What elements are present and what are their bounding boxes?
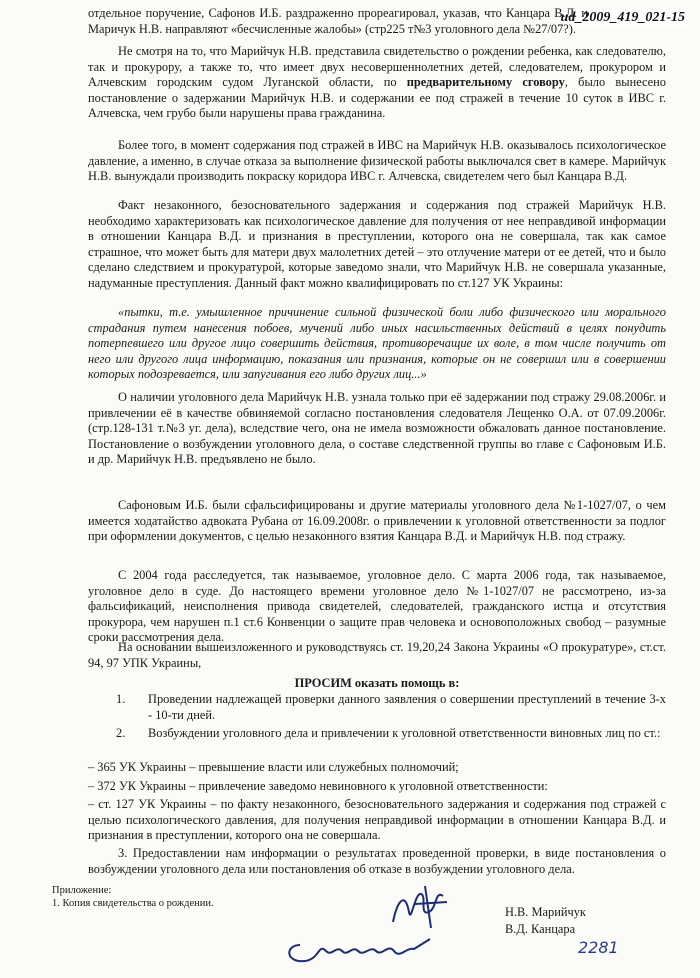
paragraph-illegal-detention: Факт незаконного, безосновательного задержания и содержания под стражей Марийчук Н.В. необходимо характеризовать как психологическое давление для получения от нее неправдивой информации в отношении Канцара В.Д. и признания в преступлении, которого она не совершала, так как самое страшное, что может быть для матери двух малолетних детей – это отлучение матери от ее детей, что и было сделано следствием и прокуратурой, которые заведомо знали, что Марийчук Н.В. не совершала указанные, надуманные преступления. Данный факт можно квалифицировать по ст.127 УК Украины: <box>88 198 666 290</box>
request-item-2: Возбуждении уголовного дела и привлечении к уголовной ответственности виновных лиц по ст.: <box>148 726 661 740</box>
paragraph-arrest: Не смотря на то, что Марийчук Н.В. представила свидетельство о рождении ребенка, как следователю, так и прокурору, а также то, что имеет двух несовершеннолетних детей, следователем, прокурором и Алчевским городским судом Луганской области, по предварительному сговору, было вынесено постановление о задержании Марийчук Н.В. и содержании ее под стражей в течение 10 суток в ИВС г. Алчевска, чем грубо были нарушены права гражданина. <box>88 44 666 121</box>
article-372: – 372 УК Украины – привлечение заведомо невиновного к уголовной ответственности: <box>88 779 548 793</box>
article-127: – ст. 127 УК Украины – по факту незаконного, безосновательного задержания и содержания под стражей с целью психологического давления, для получения неправдивой информации в отношении Канцара В.Д. и признания в преступлении, которого она не совершала. <box>88 797 666 843</box>
request-item-3: 3. Предоставлении нам информации о результатах проведенной проверки, в виде постановления о возбуждении уголовного дела или постановления об отказе в возбуждении уголовного дела. <box>88 846 666 876</box>
request-item-1: Проведении надлежащей проверки данного заявления о совершении преступлений в течение 3-х - 10-ти дней. <box>148 692 666 722</box>
paragraph-legal-basis: На основании вышеизложенного и руководствуясь ст. 19,20,24 Закона Украины «О прокуратуре», ст.ст. 94, 97 УПК Украины, <box>88 640 666 670</box>
top-line: отдельное поручение, Сафонов И.Б. раздраженно прореагировал, указав, что Канцара В.Д. и Маричук Н.В. направляют «бесчисленные жалобы» (стр225 т№3 уголовного дела №27/07?). <box>88 6 588 36</box>
signer-1: Н.В. Марийчук <box>505 905 586 919</box>
attachment-item: 1. Копия свидетельства о рождении. <box>52 898 214 909</box>
paragraph-pressure: Более того, в момент содержания под стражей в ИВС на Марийчук Н.В. оказывалось психологическое давление, а именно, в случае отказа за выполнение физической работы выключался свет в камере. Марийчук Н.В. вынуждали производить покраску коридора ИВС г. Алчевска, свидетелем чего был Канцара В.Д. <box>88 138 666 184</box>
quote-article-127: «пытки, т.е. умышленное причинение сильной физической боли либо физического или морального страдания путем нанесения побоев, мучений либо иных насильственных действий в целях понудить потерпевшего или другое лицо совершить действия, противоречащие их воле, в том числе получить от него или другого лица информацию, показания или признания, которые он не совершил или в совершении которых подозревается, или запугивания его либо других лиц...» <box>88 305 666 382</box>
item-2-number: 2. <box>116 726 126 740</box>
signer-2: В.Д. Канцара <box>505 922 576 936</box>
attachment-label: Приложение: <box>52 885 112 896</box>
item-1-number: 1. <box>116 692 126 706</box>
paragraph-falsification: Сафоновым И.Б. были сфальсифицированы и другие материалы уголовного дела №1-1027/07, о чем имеется ходатайство адвоката Рубана от 16.09.2008г. о привлечении к уголовной ответственности за подлог при оформлении документов, с целью незаконного взятия Канцара В.Д. и Марийчук Н.В. под стражу. <box>88 498 666 544</box>
request-heading: ПРОСИМ оказать помощь в: <box>294 676 460 690</box>
article-365: – 365 УК Украины – превышение власти или служебных полномочий; <box>88 760 459 774</box>
handwritten-number: 2281 <box>578 938 619 957</box>
paragraph-delay: С 2004 года расследуется, так называемое, уголовное дело. С марта 2006 года, так называемое, уголовное дело в суде. До настоящего времени уголовное дело №1-1027/07 не рассмотрено, из-за фальсификаций, неисполнения привода свидетелей, следователей, гражданского истца и отсутствия прокурора, чем нарушен п.1 ст.6 Конвенции о защите прав человека и основоположных свобод – разумные сроки рассмотрения дела. <box>88 568 666 645</box>
document-id-stamp: ud_2009_419_021-15 <box>558 10 688 26</box>
signature-2-icon <box>280 925 440 970</box>
bold-phrase: предварительному сговору <box>406 75 565 90</box>
paragraph-case-info: О наличии уголовного дела Марийчук Н.В. узнала только при её задержании под стражу 29.08.2006г. и привлечении её в качестве обвиняемой согласно постановления следователя Лещенко О.А. от 07.09.2006г. (стр.128-131 т.№3 уг. дела), вследствие чего, она не имела возможности обжаловать данное постановление. Постановление о возбуждении уголовного дела, о составе следственной группы во главе с Сафоновым И.Б. и др. Марийчук Н.В. предъявлено не было. <box>88 390 666 467</box>
signatories <box>505 904 586 938</box>
